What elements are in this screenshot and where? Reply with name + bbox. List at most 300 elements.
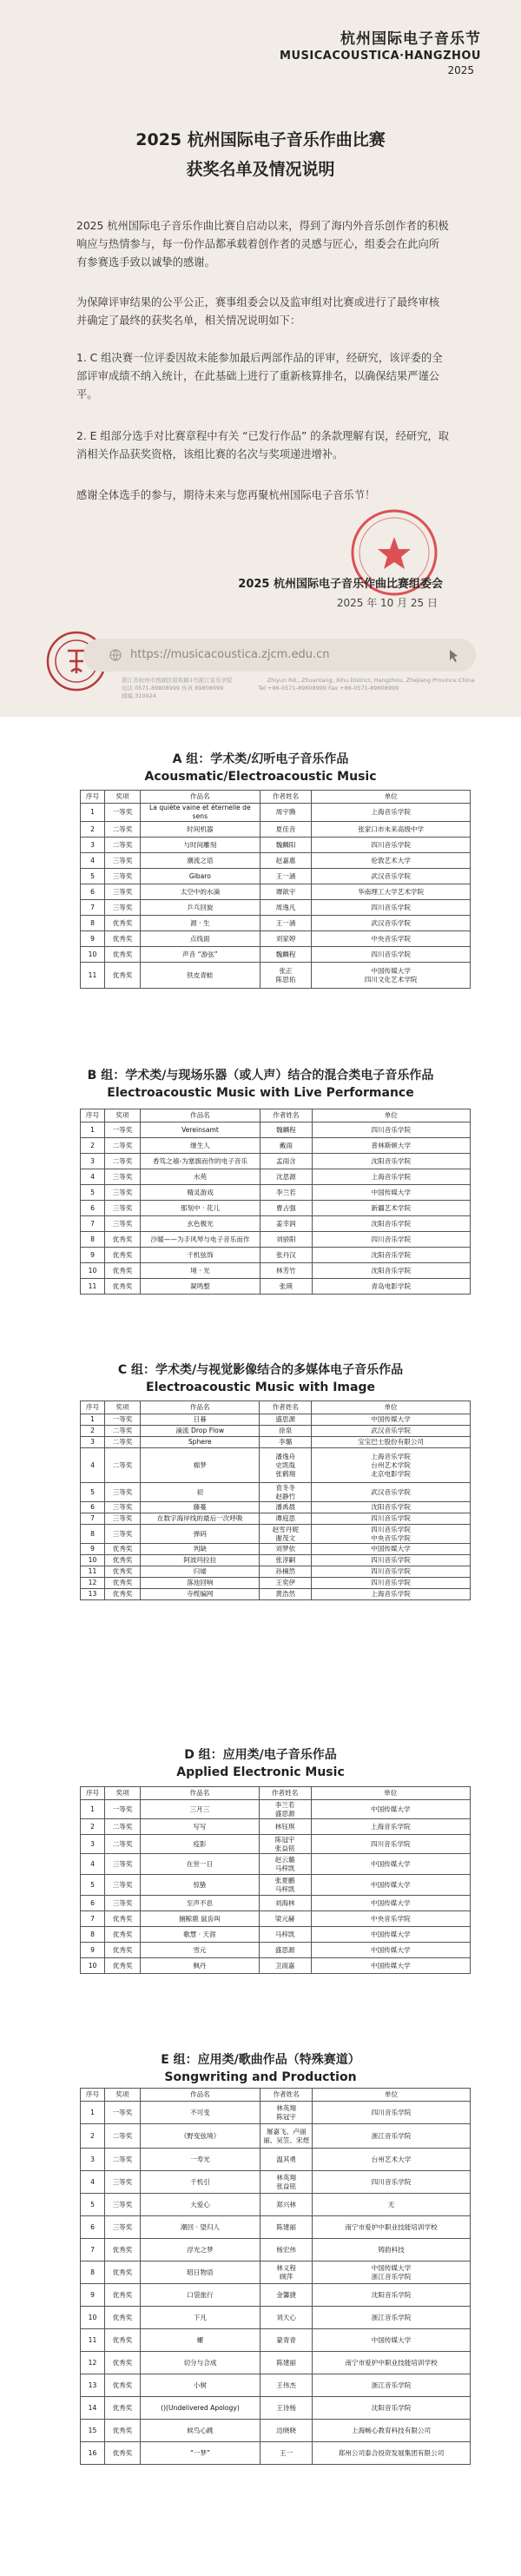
cell-award: 优秀奖 bbox=[105, 1263, 141, 1279]
section-e bbox=[0, 2051, 521, 2086]
header-award: 奖项 bbox=[105, 1109, 141, 1122]
cell-unit: 铸韵科技 bbox=[313, 2239, 471, 2261]
cell-award: 优秀奖 bbox=[105, 1248, 141, 1263]
cell-unit: 四川音乐学院 bbox=[312, 1122, 470, 1138]
cell-work: 继生人 bbox=[140, 1138, 260, 1154]
cell-unit: 四川音乐学院 bbox=[312, 1578, 471, 1589]
header-author: 作者姓名 bbox=[260, 791, 312, 804]
cell-unit: 四川音乐学院 bbox=[312, 838, 471, 853]
table-row bbox=[81, 804, 471, 822]
cell-work: 源 · 生 bbox=[140, 916, 260, 931]
cell-author: 赵嘉惠 bbox=[260, 853, 312, 869]
table-row bbox=[81, 2374, 471, 2397]
cell-no: 7 bbox=[81, 1911, 105, 1927]
header-award: 奖项 bbox=[104, 2089, 140, 2102]
cell-no: 16 bbox=[81, 2442, 105, 2465]
table-row bbox=[81, 1854, 471, 1875]
table-row bbox=[81, 853, 471, 869]
cell-author: 曹占强 bbox=[260, 1201, 313, 1216]
cell-unit: 中国传媒大学 bbox=[311, 1875, 470, 1896]
header-author: 作者姓名 bbox=[260, 2089, 313, 2102]
cell-unit: 中央音乐学院 bbox=[311, 1911, 470, 1927]
section-a bbox=[0, 751, 521, 785]
cell-author: 金馨捷 bbox=[260, 2284, 313, 2307]
pointer-icon bbox=[445, 647, 460, 663]
table-row bbox=[81, 900, 471, 916]
explanation-paragraph: 为保障评审结果的公平公正，赛事组委会以及监审组对比赛或进行了最终审核并确定了最终的获奖名单，相关情况说明如下： bbox=[76, 296, 440, 327]
table-row bbox=[81, 2307, 471, 2329]
website-bar[interactable] bbox=[83, 639, 476, 672]
cell-no: 4 bbox=[81, 2171, 105, 2194]
cell-unit: 中国传媒大学 bbox=[312, 1544, 471, 1555]
cell-unit: 中国传媒大学 bbox=[311, 1943, 470, 1958]
section-c-title-cn: C 组：学术类/与视觉影像结合的多媒体电子音乐作品 bbox=[117, 1363, 404, 1377]
cell-unit: 四川音乐学院 bbox=[312, 900, 471, 916]
cell-award: 优秀奖 bbox=[104, 2420, 140, 2442]
cell-no: 9 bbox=[81, 931, 105, 947]
cell-author: 赵雪丹妮 谢茂文 bbox=[260, 1525, 312, 1544]
table-row bbox=[81, 1958, 471, 1974]
cell-unit: 中国传媒大学 bbox=[311, 1927, 470, 1943]
cell-author: 赵云璐 马梓凯 bbox=[259, 1854, 311, 1875]
cell-work: 潮回 · 望归人 bbox=[140, 2216, 260, 2239]
festival-brand bbox=[280, 26, 481, 76]
cell-no: 7 bbox=[81, 1513, 105, 1525]
cell-author: 林英翔 张益铭 bbox=[260, 2171, 313, 2194]
cell-award: 一等奖 bbox=[105, 804, 141, 822]
cell-work: 点线面 bbox=[140, 931, 260, 947]
cell-work: 千机引 bbox=[140, 2171, 260, 2194]
cell-unit: 伦敦艺术大学 bbox=[312, 853, 471, 869]
header-award: 奖项 bbox=[105, 1787, 141, 1800]
cell-no: 1 bbox=[81, 2102, 105, 2124]
header-work: 作品名 bbox=[141, 1787, 260, 1800]
cell-author: 蒙青青 bbox=[260, 2329, 313, 2352]
cell-author: 林义程 顾萍 bbox=[260, 2261, 313, 2284]
cell-award: 优秀奖 bbox=[104, 2374, 140, 2397]
cell-no: 13 bbox=[81, 2374, 105, 2397]
table-row bbox=[81, 2171, 471, 2194]
section-a-title-en: Acousmatic/Electroacoustic Music bbox=[144, 770, 377, 784]
cell-author: 张夏鹏 马梓凯 bbox=[259, 1875, 311, 1896]
cell-author: 张正 陈思佑 bbox=[260, 963, 312, 989]
header-author: 作者姓名 bbox=[259, 1787, 311, 1800]
cell-award: 一等奖 bbox=[105, 1122, 141, 1138]
cell-author: 杨宏伟 bbox=[260, 2239, 313, 2261]
cell-author: 林英翔 陈冠宇 bbox=[260, 2102, 313, 2124]
cell-unit: 中国传媒大学 bbox=[311, 1854, 470, 1875]
page-title: 2025 杭州国际电子音乐作曲比赛 bbox=[135, 130, 386, 149]
table-row bbox=[81, 931, 471, 947]
table-header-row bbox=[81, 1109, 471, 1122]
cell-work: 玄色极光 bbox=[140, 1216, 260, 1232]
table-header-row bbox=[81, 791, 471, 804]
cell-work: 时间机器 bbox=[140, 822, 260, 838]
cell-work: 大爱心 bbox=[140, 2194, 260, 2216]
table-row bbox=[81, 1819, 471, 1835]
cell-work: 香笃之禧-为塞旗而作的电子音乐 bbox=[140, 1154, 260, 1169]
cell-award: 三等奖 bbox=[105, 1513, 141, 1525]
cell-no: 12 bbox=[81, 2352, 105, 2374]
cell-unit: 武汉音乐学院 bbox=[312, 916, 471, 931]
cell-award: 优秀奖 bbox=[104, 2397, 140, 2420]
section-e-title-en: Songwriting and Production bbox=[164, 2070, 357, 2084]
cell-work: 惊蛰 bbox=[141, 1875, 260, 1896]
cell-author: 袁冬冬 赵静竹 bbox=[260, 1483, 312, 1502]
cell-author: 林芳竹 bbox=[260, 1263, 313, 1279]
cell-no: 8 bbox=[81, 916, 105, 931]
table-row bbox=[81, 1911, 471, 1927]
intro-paragraph: 2025 杭州国际电子音乐作曲比赛自启动以来，得到了海内外音乐创作者的积极响应与热情参与，每一份作品都承载着创作者的灵感与匠心，组委会在此向所有参赛选手致以诚挚的感谢。 bbox=[76, 220, 449, 268]
cell-award: 三等奖 bbox=[105, 1525, 141, 1544]
table-row bbox=[81, 963, 471, 989]
section-b-title-en: Electroacoustic Music with Live Performance bbox=[107, 1086, 414, 1100]
cell-work: 水苑 bbox=[140, 1169, 260, 1185]
cell-award: 二等奖 bbox=[105, 1437, 141, 1448]
cell-award: 三等奖 bbox=[105, 869, 141, 884]
cell-no: 10 bbox=[81, 1555, 105, 1566]
cell-work: 歌慧 · 天涯 bbox=[141, 1927, 260, 1943]
tel-cn: 电话 0571-89808999 传真 89808999 bbox=[122, 685, 224, 692]
cell-no: 11 bbox=[81, 1566, 105, 1578]
brand-en: MUSICACOUSTICA·HANGZHOU bbox=[280, 50, 481, 63]
cell-award: 三等奖 bbox=[104, 2171, 140, 2194]
cell-no: 6 bbox=[81, 1502, 105, 1513]
cell-award: 三等奖 bbox=[105, 1875, 141, 1896]
cell-work: ()(Undelivered Apology) bbox=[140, 2397, 260, 2420]
cell-no: 5 bbox=[81, 1185, 105, 1201]
table-row bbox=[81, 1138, 471, 1154]
cell-author: 潘禹晨 bbox=[260, 1502, 312, 1513]
table-row bbox=[81, 1483, 471, 1502]
cell-work: 千机弦饰 bbox=[140, 1248, 260, 1263]
table-e bbox=[80, 2088, 471, 2465]
cell-award: 二等奖 bbox=[104, 2149, 140, 2171]
cell-unit: 中国传媒大学 bbox=[312, 1185, 470, 1201]
cell-work: 枫丹 bbox=[141, 1958, 260, 1974]
cell-no: 1 bbox=[81, 1414, 105, 1426]
cell-author: 孙楠然 bbox=[260, 1566, 312, 1578]
table-row bbox=[81, 1800, 471, 1819]
cell-work: 精灵游戏 bbox=[140, 1185, 260, 1201]
table-row bbox=[81, 1513, 471, 1525]
cell-award: 二等奖 bbox=[105, 1138, 141, 1154]
website-url[interactable]: https://musicacoustica.zjcm.edu.cn bbox=[130, 648, 330, 661]
cell-no: 3 bbox=[81, 838, 105, 853]
cell-work: 雪元 bbox=[141, 1943, 260, 1958]
cell-work: 初 bbox=[141, 1483, 260, 1502]
cell-award: 三等奖 bbox=[104, 2216, 140, 2239]
cell-award: 二等奖 bbox=[105, 1154, 141, 1169]
cell-award: 二等奖 bbox=[105, 1819, 141, 1835]
cell-work: 浮光之梦 bbox=[140, 2239, 260, 2261]
cell-award: 三等奖 bbox=[105, 1483, 141, 1502]
cell-unit: 中国传媒大学 bbox=[313, 2329, 471, 2352]
cell-author: 姜幸润 bbox=[260, 1216, 313, 1232]
cell-no: 7 bbox=[81, 900, 105, 916]
cell-no: 4 bbox=[81, 1169, 105, 1185]
cell-award: 优秀奖 bbox=[104, 2284, 140, 2307]
table-row bbox=[81, 869, 471, 884]
cell-author: 陈冠宇 张益铭 bbox=[259, 1835, 311, 1854]
table-row bbox=[81, 916, 471, 931]
cell-award: 三等奖 bbox=[105, 853, 141, 869]
table-row bbox=[81, 1943, 471, 1958]
cell-work: 候鸟心跳 bbox=[140, 2420, 260, 2442]
cell-work: 落池回响 bbox=[141, 1578, 260, 1589]
cell-author: 王一涵 bbox=[260, 916, 312, 931]
cell-author: 盛思源 bbox=[260, 1414, 312, 1426]
table-row bbox=[81, 1875, 471, 1896]
cell-work: Vereinsamt bbox=[140, 1122, 260, 1138]
cell-author: 温其勇 bbox=[260, 2149, 313, 2171]
cell-award: 三等奖 bbox=[105, 1854, 141, 1875]
cell-award: 二等奖 bbox=[104, 2124, 140, 2149]
cell-work: 螺 bbox=[140, 2329, 260, 2352]
cell-no: 7 bbox=[81, 2239, 105, 2261]
cell-award: 优秀奖 bbox=[104, 2261, 140, 2284]
cell-unit: 武汉音乐学院 bbox=[312, 1483, 471, 1502]
cell-no: 2 bbox=[81, 1426, 105, 1437]
cell-work: 沙暖——为手风琴与电子音乐而作 bbox=[140, 1232, 260, 1248]
header-award: 奖项 bbox=[105, 1401, 141, 1414]
thanks-paragraph: 感谢全体选手的参与，期待未来与您再聚杭州国际电子音乐节！ bbox=[76, 489, 376, 501]
cell-award: 二等奖 bbox=[105, 1448, 141, 1483]
cell-unit: 中国传媒大学 bbox=[311, 1958, 470, 1974]
table-row bbox=[81, 1566, 471, 1578]
cell-award: 优秀奖 bbox=[105, 1911, 141, 1927]
table-row bbox=[81, 2194, 471, 2216]
cell-work: 昭日物语 bbox=[140, 2261, 260, 2284]
table-row bbox=[81, 884, 471, 900]
cell-no: 3 bbox=[81, 1835, 105, 1854]
cell-award: 优秀奖 bbox=[104, 2239, 140, 2261]
cell-unit: 普林斯顿大学 bbox=[312, 1138, 470, 1154]
cell-no: 12 bbox=[81, 1578, 105, 1589]
cell-award: 二等奖 bbox=[105, 1835, 141, 1854]
cell-work: 滴流 Drop Flow bbox=[141, 1426, 260, 1437]
cell-unit: 张家口市未来高级中学 bbox=[312, 822, 471, 838]
header-no: 序号 bbox=[81, 791, 105, 804]
cell-no: 8 bbox=[81, 2261, 105, 2284]
section-d bbox=[0, 1746, 521, 1781]
cell-no: 9 bbox=[81, 1544, 105, 1555]
table-row bbox=[81, 2102, 471, 2124]
contact-info bbox=[122, 677, 495, 700]
cell-no: 10 bbox=[81, 947, 105, 963]
cell-work: 与时间雕刻 bbox=[140, 838, 260, 853]
cell-work: 三月三 bbox=[141, 1800, 260, 1819]
cell-work: La quiète vaine et éternelle de sens bbox=[140, 804, 260, 822]
cell-work: 藤蔓 bbox=[141, 1502, 260, 1513]
cell-award: 优秀奖 bbox=[105, 916, 141, 931]
cell-no: 10 bbox=[81, 1263, 105, 1279]
cell-unit: 四川音乐学院 中央音乐学院 bbox=[312, 1525, 471, 1544]
cell-work: 判缺 bbox=[141, 1544, 260, 1555]
cell-award: 一等奖 bbox=[104, 2102, 140, 2124]
cell-award: 三等奖 bbox=[105, 884, 141, 900]
table-row bbox=[81, 2239, 471, 2261]
cell-author: 马梓凯 bbox=[259, 1927, 311, 1943]
cell-author: 潘逸舟 史凯胤 张鹤翔 bbox=[260, 1448, 312, 1483]
section-a-title-cn: A 组：学术类/幻听电子音乐作品 bbox=[172, 752, 349, 766]
cell-unit: 台州艺术大学 bbox=[313, 2149, 471, 2171]
table-header-row bbox=[81, 1787, 471, 1800]
cell-work: 弹码 bbox=[141, 1525, 260, 1544]
cell-work: 乒乓回旋 bbox=[140, 900, 260, 916]
cell-unit: 郑州公司泰合投资发展集团有限公司 bbox=[313, 2442, 471, 2465]
header-work: 作品名 bbox=[141, 1401, 260, 1414]
cell-unit: 华南理工大学艺术学院 bbox=[312, 884, 471, 900]
section-b bbox=[0, 1067, 521, 1102]
cell-work: 境 · 光 bbox=[140, 1263, 260, 1279]
table-row bbox=[81, 1426, 471, 1437]
header-award: 奖项 bbox=[105, 791, 141, 804]
cell-award: 三等奖 bbox=[104, 2194, 140, 2216]
cell-work: 寺缆编网 bbox=[141, 1589, 260, 1600]
cell-work: 小树 bbox=[140, 2374, 260, 2397]
cell-work: 写写 bbox=[141, 1819, 260, 1835]
table-row bbox=[81, 1896, 471, 1911]
table-row bbox=[81, 1589, 471, 1600]
cell-author: 刘家婷 bbox=[260, 931, 312, 947]
cell-author: 屠嘉飞、卢丽丽、吴笠、宋煜 bbox=[260, 2124, 313, 2149]
table-row bbox=[81, 2352, 471, 2374]
cell-work: 潮流之语 bbox=[140, 853, 260, 869]
cell-author: 孟雨含 bbox=[260, 1154, 313, 1169]
cell-award: 优秀奖 bbox=[104, 2307, 140, 2329]
cell-unit: 四川音乐学院 bbox=[312, 1232, 470, 1248]
cell-award: 优秀奖 bbox=[104, 2352, 140, 2374]
cell-no: 10 bbox=[81, 1958, 105, 1974]
cell-unit: 沈阳音乐学院 bbox=[312, 1216, 470, 1232]
cell-award: 优秀奖 bbox=[105, 931, 141, 947]
header-unit: 单位 bbox=[311, 1787, 470, 1800]
cell-no: 4 bbox=[81, 1448, 105, 1483]
header-unit: 单位 bbox=[312, 1109, 470, 1122]
table-row bbox=[81, 1414, 471, 1426]
cell-unit: 上海音乐学院 bbox=[311, 1819, 470, 1835]
cell-award: 三等奖 bbox=[105, 1169, 141, 1185]
cell-no: 1 bbox=[81, 1122, 105, 1138]
cell-award: 优秀奖 bbox=[104, 2329, 140, 2352]
brand-cn: 杭州国际电子音乐节 bbox=[340, 30, 481, 48]
cell-no: 7 bbox=[81, 1216, 105, 1232]
cell-no: 9 bbox=[81, 2284, 105, 2307]
cell-no: 5 bbox=[81, 1483, 105, 1502]
cell-no: 5 bbox=[81, 869, 105, 884]
table-row bbox=[81, 2420, 471, 2442]
header-work: 作品名 bbox=[140, 2089, 260, 2102]
cell-no: 3 bbox=[81, 1154, 105, 1169]
cell-work: 棉梦 bbox=[141, 1448, 260, 1483]
table-header-row bbox=[81, 2089, 471, 2102]
cell-award: 优秀奖 bbox=[105, 1555, 141, 1566]
cell-unit: 四川音乐学院 bbox=[312, 947, 471, 963]
cell-work: 日暮 bbox=[141, 1414, 260, 1426]
cell-author: 戴雨 bbox=[260, 1138, 313, 1154]
table-header-row bbox=[81, 1401, 471, 1414]
section-d-title-cn: D 组：应用类/电子音乐作品 bbox=[184, 1748, 337, 1762]
cell-work: 阿波玛拉拉 bbox=[141, 1555, 260, 1566]
section-d-title-en: Applied Electronic Music bbox=[176, 1765, 345, 1779]
cell-award: 优秀奖 bbox=[105, 1544, 141, 1555]
cell-award: 优秀奖 bbox=[105, 947, 141, 963]
cell-no: 3 bbox=[81, 2149, 105, 2171]
table-row bbox=[81, 1201, 471, 1216]
cell-unit: 四川音乐学院 bbox=[312, 1555, 471, 1566]
cell-unit: 中国传媒大学 浙江音乐学院 bbox=[313, 2261, 471, 2284]
table-row bbox=[81, 1216, 471, 1232]
cell-unit: 南宁市爱护中职业技能培训学校 bbox=[313, 2216, 471, 2239]
cell-award: 三等奖 bbox=[105, 900, 141, 916]
cell-unit: 四川音乐学院 bbox=[313, 2102, 471, 2124]
globe-icon bbox=[109, 649, 122, 661]
cell-author: 王一涵 bbox=[260, 869, 312, 884]
cell-work: 声音 “游弦” bbox=[140, 947, 260, 963]
section-c bbox=[0, 1361, 521, 1396]
cell-author: 郑兴林 bbox=[260, 2194, 313, 2216]
cell-no: 14 bbox=[81, 2397, 105, 2420]
cell-award: 优秀奖 bbox=[105, 1589, 141, 1600]
table-b bbox=[80, 1109, 471, 1295]
table-row bbox=[81, 1578, 471, 1589]
cell-award: 三等奖 bbox=[105, 1896, 141, 1911]
cell-author: 林钰琪 bbox=[259, 1819, 311, 1835]
cell-unit: 武汉音乐学院 bbox=[312, 1426, 471, 1437]
table-a bbox=[80, 790, 471, 989]
cell-unit: 四川音乐学院 bbox=[312, 1566, 471, 1578]
cell-author: 徐泉 bbox=[260, 1426, 312, 1437]
cell-unit: 中国传媒大学 bbox=[311, 1800, 470, 1819]
cell-award: 优秀奖 bbox=[105, 1958, 141, 1974]
cell-unit: 青岛电影学院 bbox=[312, 1279, 470, 1295]
cell-author: 王诗杨 bbox=[260, 2397, 313, 2420]
cell-author: 魏麟阳 bbox=[260, 838, 312, 853]
cell-author: 谭歆宇 bbox=[260, 884, 312, 900]
cell-unit: 沈阳音乐学院 bbox=[312, 1263, 470, 1279]
table-d bbox=[80, 1786, 471, 1974]
cell-author: 王奕伊 bbox=[260, 1578, 312, 1589]
cell-work: 疫影 bbox=[141, 1835, 260, 1854]
cell-work: 下凡 bbox=[140, 2307, 260, 2329]
table-row bbox=[81, 2284, 471, 2307]
cell-work: 太空中的水滴 bbox=[140, 884, 260, 900]
cell-work: Gibaro bbox=[140, 869, 260, 884]
header-unit: 单位 bbox=[312, 791, 471, 804]
table-row bbox=[81, 2442, 471, 2465]
cell-award: 三等奖 bbox=[105, 1201, 141, 1216]
cell-author: 张淳嗣 bbox=[260, 1555, 312, 1566]
cell-unit: 新疆艺术学院 bbox=[312, 1201, 470, 1216]
cell-award: 一等奖 bbox=[105, 1414, 141, 1426]
cell-no: 6 bbox=[81, 1201, 105, 1216]
header-no: 序号 bbox=[81, 1401, 105, 1414]
cell-no: 11 bbox=[81, 2329, 105, 2352]
cell-author: 卫雨嘉 bbox=[259, 1958, 311, 1974]
cell-work: 铁皮青蛙 bbox=[140, 963, 260, 989]
cell-award: 优秀奖 bbox=[105, 1232, 141, 1248]
cell-no: 2 bbox=[81, 2124, 105, 2149]
cell-work: 切分与合成 bbox=[140, 2352, 260, 2374]
cell-no: 9 bbox=[81, 1248, 105, 1263]
cell-no: 1 bbox=[81, 1800, 105, 1819]
table-row bbox=[81, 2216, 471, 2239]
cell-award: 优秀奖 bbox=[104, 2442, 140, 2465]
cell-award: 二等奖 bbox=[105, 822, 141, 838]
table-row bbox=[81, 1502, 471, 1513]
cell-work: 在世一日 bbox=[141, 1854, 260, 1875]
